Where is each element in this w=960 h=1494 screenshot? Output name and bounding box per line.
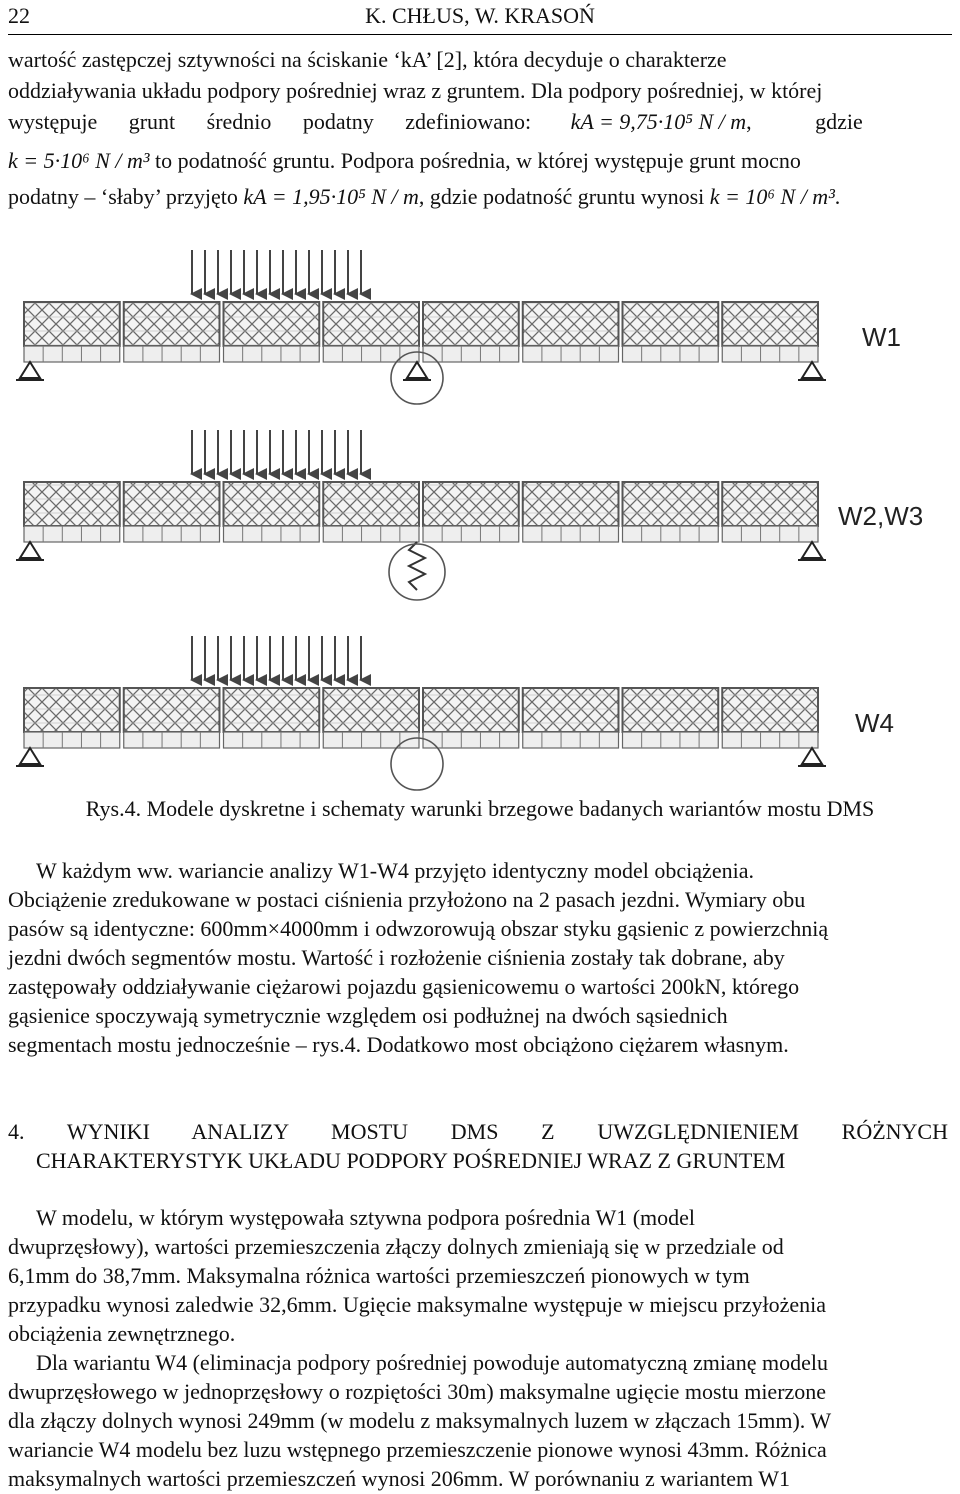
section-heading-line: CHARAKTERYSTYK UKŁADU PODPORY POŚREDNIEJ WRAZ Z GRUNTEM	[36, 1148, 786, 1173]
pin-support	[802, 542, 822, 558]
intro-line	[8, 106, 948, 137]
truss-segment	[124, 302, 220, 346]
deck-chord	[24, 346, 120, 362]
spring-support	[409, 542, 425, 590]
deck-chord	[224, 732, 320, 748]
label-w1: W1	[862, 322, 901, 352]
truss-segment	[523, 482, 619, 526]
deck-chord	[722, 346, 818, 362]
paragraph-line: segmentach mostu jednocześnie – rys.4. Dodatkowo most obciążono ciężarem własnym.	[8, 1032, 789, 1057]
truss-segment	[623, 482, 719, 526]
paragraph-line: pasów są identyczne: 600mm×4000mm i odwzorowują obszar styku gąsienic z powierzchnią	[8, 916, 829, 941]
paragraph-line: W modelu, w którym występowała sztywna podpora pośrednia W1 (model	[36, 1205, 696, 1230]
deck-chord	[722, 732, 818, 748]
bridge-models-figure	[0, 240, 960, 795]
deck-chord	[24, 732, 120, 748]
figure-caption: Rys.4. Modele dyskretne i schematy warunki brzegowe badanych wariantów mostu DMS	[85, 796, 875, 821]
deck-chord	[124, 346, 220, 362]
paragraph-line: dwuprzęsłowy), wartości przemieszczenia złączy dolnych zmieniają się w przedziale od	[8, 1234, 784, 1259]
truss-segment	[523, 302, 619, 346]
deck-chord	[124, 732, 220, 748]
deck-chord	[423, 732, 519, 748]
formula-ka-medium: kA = 9,75·10⁵ N / m	[570, 109, 747, 134]
label-w2-w3: W2,W3	[838, 501, 924, 531]
truss-segment	[224, 688, 320, 732]
truss-segment	[423, 482, 519, 526]
paragraph-line: dwuprzęsłowego w jednoprzęsłowy o rozpiętości 30m) maksymalne ugięcie mostu mierzone	[8, 1379, 827, 1404]
truss-segment	[24, 302, 120, 346]
section-heading-line: 4. WYNIKI ANALIZY MOSTU DMS Z UWZGLĘDNIENIEM RÓŻNYCH	[8, 1119, 948, 1144]
deck-chord	[523, 526, 619, 542]
deck-chord	[124, 526, 220, 542]
truss-segment	[423, 688, 519, 732]
pin-support	[20, 362, 40, 378]
paragraph-line: maksymalnych wartości przemieszczeń wynosi 206mm. W porównaniu z wariantem W1	[8, 1466, 791, 1491]
page-header	[8, 0, 952, 35]
deck-chord	[323, 732, 419, 748]
pin-support	[20, 748, 40, 764]
deck-chord	[224, 346, 320, 362]
intro-text: to podatność gruntu. Podpora pośrednia, w której występuje grunt mocno	[155, 148, 801, 173]
truss-segment	[124, 482, 220, 526]
section-heading	[8, 1117, 948, 1175]
pin-support	[20, 542, 40, 558]
paragraph-line: gąsienice spoczywają symetrycznie względem osi podłużnej na dwóch sąsiednich	[8, 1003, 728, 1028]
truss-segment	[523, 688, 619, 732]
intro-line: wartość zastępczej sztywności na ściskanie ‘kA’ [2], która decyduje o charakterze	[8, 47, 727, 72]
intro-line	[8, 181, 948, 212]
truss-segment	[224, 302, 320, 346]
deck-chord	[423, 346, 519, 362]
intro-line: oddziaływania układu podpory pośredniej wraz z gruntem. Dla podpory pośredniej, w której	[8, 78, 823, 103]
paragraph-line: przypadku wynosi zaledwie 32,6mm. Ugięcie maksymalne występuje w miejscu przyłożenia	[8, 1292, 827, 1317]
paragraph-line: Obciążenie zredukowane w postaci ciśnienia przyłożono na 2 pasach jezdni. Wymiary obu	[8, 887, 806, 912]
deck-chord	[623, 526, 719, 542]
deck-chord	[224, 526, 320, 542]
truss-segment	[323, 482, 419, 526]
truss-segment	[224, 482, 320, 526]
truss-segment	[24, 482, 120, 526]
truss-segment	[124, 688, 220, 732]
truss-segment	[323, 302, 419, 346]
intro-text: , gdzie podatność gruntu wynosi	[418, 184, 705, 209]
deck-chord	[323, 346, 419, 362]
deck-chord	[623, 346, 719, 362]
formula-ka-weak: kA = 1,95·10⁵ N / m	[243, 184, 419, 209]
truss-segment	[423, 302, 519, 346]
deck-chord	[323, 526, 419, 542]
pin-support	[802, 362, 822, 378]
middle-support-circle	[389, 544, 445, 600]
paragraph-line: W każdym ww. wariancie analizy W1-W4 przyjęto identyczny model obciążenia.	[36, 858, 754, 883]
paragraph-line: obciążenia zewnętrznego.	[8, 1321, 236, 1346]
deck-chord	[24, 526, 120, 542]
intro-text: występuje grunt średnio podatny zdefiniowano:	[8, 109, 532, 134]
deck-chord	[623, 732, 719, 748]
paragraph-line: dla złączy dolnych wynosi 249mm (w modelu z maksymalnych luzem w złączach 15mm). W	[8, 1408, 832, 1433]
truss-segment	[722, 302, 818, 346]
pin-support	[802, 748, 822, 764]
paragraph-line: jezdni dwóch segmentów mostu. Wartość i rozłożenie ciśnienia zostały tak dobrane, aby	[8, 945, 785, 970]
label-w4: W4	[855, 708, 894, 738]
truss-segment	[24, 688, 120, 732]
intro-text: .	[834, 184, 841, 209]
middle-pin-support	[407, 362, 427, 378]
deck-chord	[523, 732, 619, 748]
truss-segment	[722, 482, 818, 526]
deck-chord	[523, 346, 619, 362]
paragraph-line: wariancie W4 modelu bez luzu wstępnego przemieszczenie pionowe wynosi 43mm. Różnica	[8, 1437, 827, 1462]
intro-line	[8, 145, 948, 176]
running-head-authors: K. CHŁUS, W. KRASOŃ	[365, 3, 595, 28]
paragraph-line: Dla wariantu W4 (eliminacja podpory pośredniej powoduje automatyczną zmianę modelu	[36, 1350, 828, 1375]
deck-chord	[722, 526, 818, 542]
paragraph-line: 6,1mm do 38,7mm. Maksymalna różnica wartości przemieszczeń pionowych w tym	[8, 1263, 750, 1288]
truss-segment	[623, 688, 719, 732]
truss-segment	[623, 302, 719, 346]
formula-k-weak: k = 10⁶ N / m³	[709, 184, 835, 209]
page-number: 22	[8, 3, 30, 28]
paragraph-line: zastępowały oddziaływanie ciężarowi pojazdu gąsienicowemu o wartości 200kN, którego	[8, 974, 800, 999]
deck-chord	[423, 526, 519, 542]
truss-segment	[323, 688, 419, 732]
intro-text: , gdzie	[746, 109, 863, 134]
formula-k-medium: k = 5·10⁶ N / m³	[8, 148, 150, 173]
truss-segment	[722, 688, 818, 732]
intro-text: podatny – ‘słaby’ przyjęto	[8, 184, 238, 209]
